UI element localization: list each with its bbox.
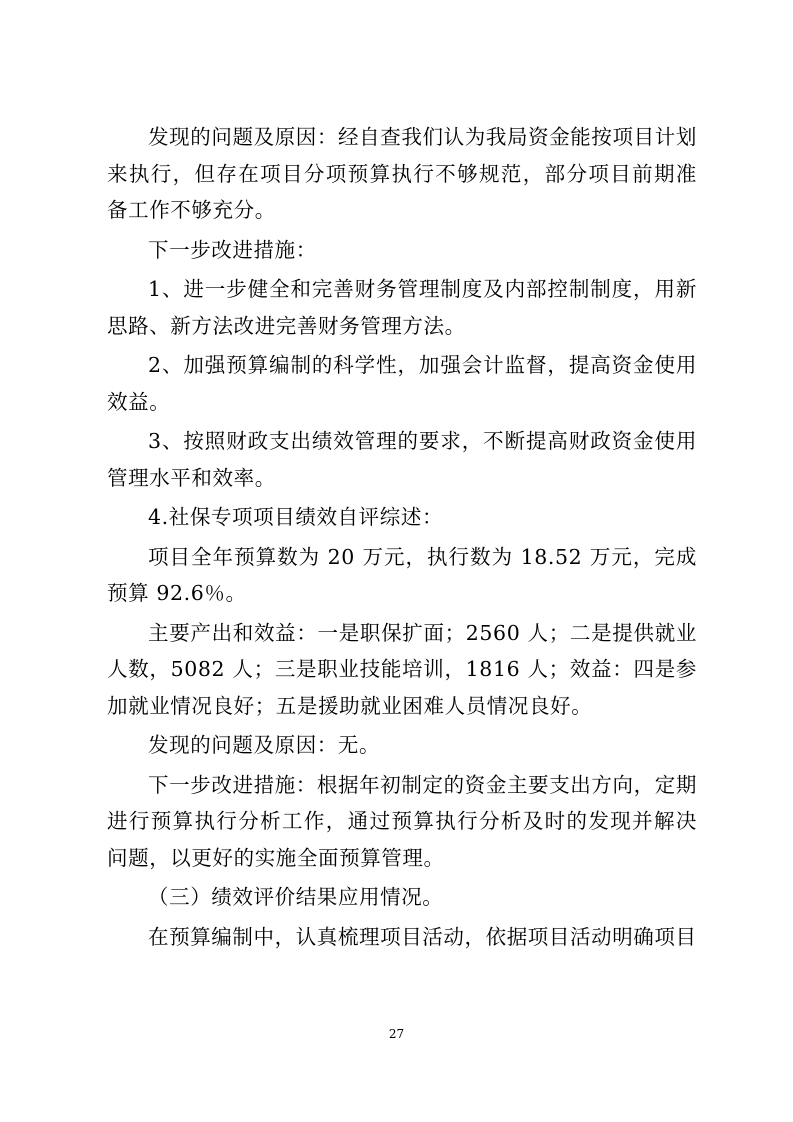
- body-text: [107, 119, 697, 958]
- paragraph-measure-1: 1、进一步健全和完善财务管理制度及内部控制制度，用新思路、新方法改进完善财务管理方法。: [107, 277, 697, 338]
- paragraph-next-steps-heading-1: 下一步改进措施：: [148, 237, 317, 262]
- paragraph-outputs-benefits: 主要产出和效益：一是职保扩面；2560 人；二是提供就业人数，5082 人；三是职业技能培训，1816 人；效益：四是参加就业情况良好；五是援助就业困难人员情况良好。: [107, 620, 697, 718]
- paragraph-budget-summary: 项目全年预算数为 20 万元，执行数为 18.52 万元，完成预算 92.6％。: [107, 544, 697, 605]
- paragraph-section-heading-3: （三）绩效评价结果应用情况。: [148, 885, 444, 909]
- paragraph-measure-3: 3、按照财政支出绩效管理的要求，不断提高财政资金使用管理水平和效率。: [107, 429, 697, 490]
- paragraph-social-security-heading: 4.社保专项项目绩效自评综述：: [148, 505, 444, 529]
- paragraph-problems-causes-1: 发现的问题及原因：经自查我们认为我局资金能按项目计划来执行，但存在项目分项预算执行不够规范，部分项目前期准备工作不够充分。: [107, 125, 697, 222]
- paragraph-budget-compilation: 在预算编制中，认真梳理项目活动，依据项目活动明确项目: [148, 924, 697, 949]
- paragraph-measure-2: 2、加强预算编制的科学性，加强会计监督，提高资金使用效益。: [107, 353, 697, 414]
- page-number: 27: [388, 1027, 405, 1041]
- paragraph-problems-causes-2: 发现的问题及原因：无。: [148, 733, 381, 757]
- paragraph-next-steps-2: 下一步改进措施：根据年初制定的资金主要支出方向，定期进行预算执行分析工作，通过预算执行分析及时的发现并解决问题，以更好的实施全面预算管理。: [107, 772, 697, 870]
